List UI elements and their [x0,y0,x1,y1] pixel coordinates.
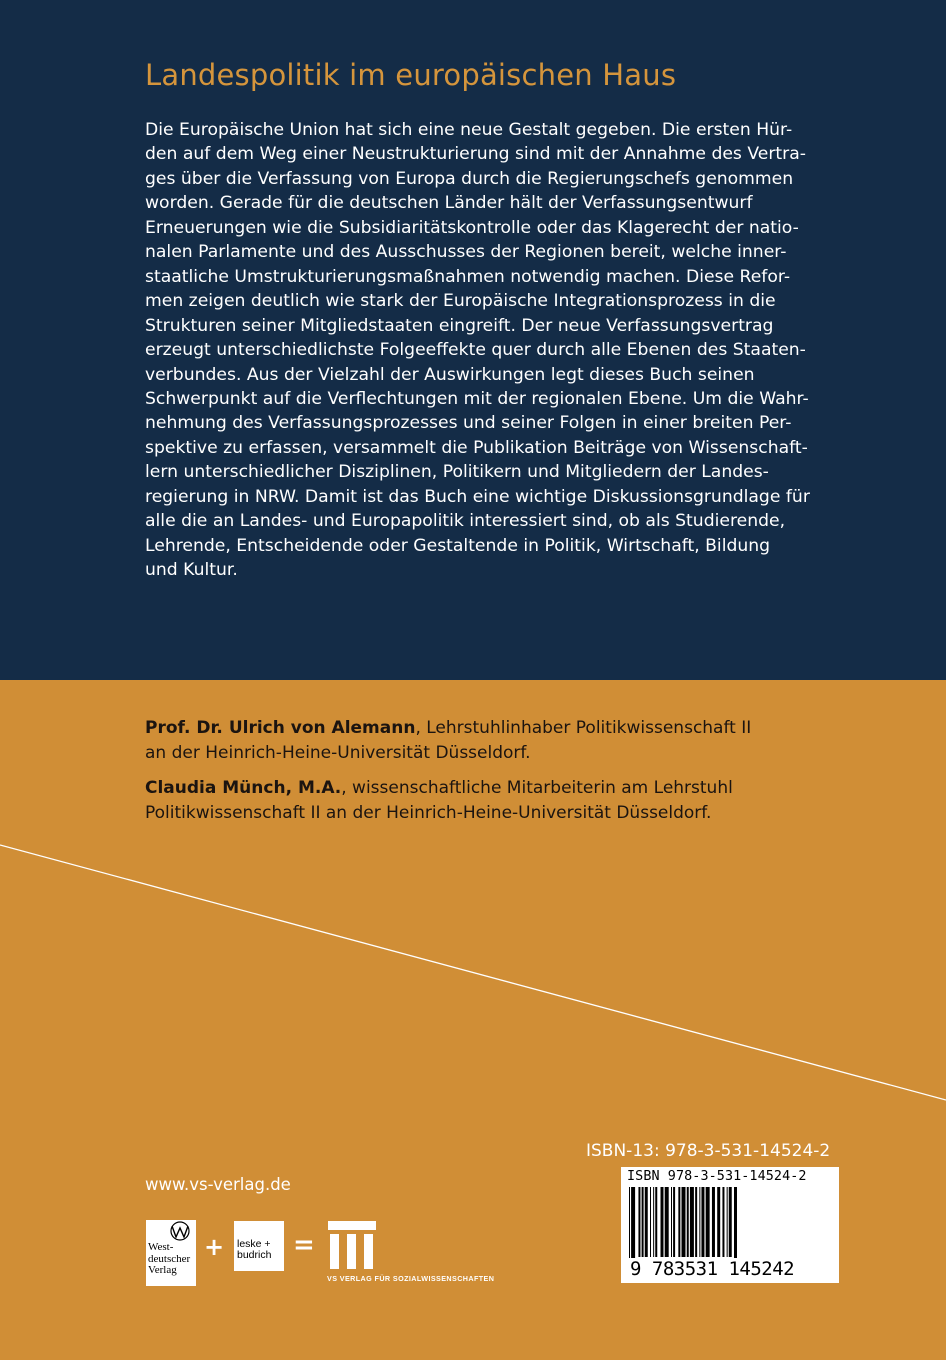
barcode-bar [701,1187,704,1257]
author-bio [145,716,865,766]
blurb-line: staatliche Umstrukturierungsmaßnahmen notwendig machen. Diese Refor- [145,266,791,287]
author-affiliation: Politikwissenschaft II an der Heinrich-Heine-Universität Düsseldorf. [145,803,712,823]
blurb-line: Erneuerungen wie die Subsidiaritätskontrolle oder das Klagerecht der natio- [145,217,799,238]
equals-sign: = [293,1230,315,1260]
author-name: Prof. Dr. Ulrich von Alemann [145,718,416,738]
wdv-text-line: Verlag [148,1264,177,1276]
barcode-number: 9 783531 145242 [630,1258,795,1280]
barcode-bar [650,1187,651,1257]
blurb-line: den auf dem Weg einer Neustrukturierung sind mit der Annahme des Vertra- [145,144,806,165]
barcode-bar [690,1187,694,1257]
blurb-line: men zeigen deutlich wie stark der Europäische Integrationsprozess in die [145,291,776,312]
barcode-bar [631,1187,635,1267]
blurb-line: nalen Parlamente und des Ausschusses der Regionen bereit, welche inner- [145,242,787,263]
barcode-bar [671,1187,672,1257]
leske-text-line: leske + [237,1238,271,1250]
wdv-text-line: deutscher [148,1252,191,1265]
barcode-bar [687,1187,689,1257]
author-name: Claudia Münch, M.A. [145,778,342,798]
barcode-bar [665,1187,669,1257]
barcode-bar [653,1187,654,1257]
blurb-line: verbundes. Aus der Vielzahl der Auswirkungen legt dieses Buch seinen [145,364,755,385]
barcode-bar [645,1187,648,1257]
book-title: Landespolitik im europäischen Haus [145,58,677,92]
blurb-line: regierung in NRW. Damit ist das Buch eine wichtige Diskussionsgrundlage für [145,486,810,507]
barcode-bar [661,1187,664,1257]
barcode-bar [673,1187,675,1257]
author-role: , Lehrstuhlinhaber Politikwissenschaft II [415,718,752,738]
barcode-bar [712,1187,715,1257]
author-affiliation: an der Heinrich-Heine-Universität Düsseldorf. [145,743,531,763]
westdeutscher-verlag-text [148,1242,196,1277]
leske-budrich-text [237,1239,271,1261]
barcode-bar [642,1187,644,1257]
blurb-line: Strukturen seiner Mitgliedstaaten eingreift. Der neue Verfassungsvertrag [145,315,774,336]
barcode-bar [695,1187,697,1257]
barcode-bar [729,1187,732,1257]
plus-sign: + [204,1233,225,1261]
blurb-line: Die Europäische Union hat sich eine neue Gestalt gegeben. Die ersten Hür- [145,120,793,140]
barcode-bar [699,1187,700,1257]
blurb-line: und Kultur. [145,560,238,581]
blurb-line: worden. Gerade für die deutschen Länder hält der Verfassungsentwurf [145,193,753,214]
barcode-bar [638,1187,640,1257]
barcode [621,1167,839,1283]
blurb-line: lern unterschiedlicher Disziplinen, Politikern und Mitgliedern der Landes- [145,462,769,483]
leske-budrich-logo [234,1221,284,1271]
westdeutscher-verlag-logo [146,1220,196,1286]
wdv-text-line: West- [148,1241,174,1253]
barcode-bar [706,1187,710,1257]
blurb-line: Lehrende, Entscheidende oder Gestaltende in Politik, Wirtschaft, Bildung [145,535,771,556]
barcode-bar [734,1187,737,1267]
barcode-bar [722,1187,724,1257]
barcode-bar [727,1187,728,1257]
vs-verlag-logo-icon [328,1221,378,1271]
author-role: , wissenschaftliche Mitarbeiterin am Lehrstuhl [341,778,733,798]
vs-verlag-caption: VS VERLAG FÜR SOZIALWISSENSCHAFTEN [327,1274,495,1283]
barcode-bar [682,1187,686,1257]
barcode-bar [717,1187,720,1257]
blurb-line: erzeugt unterschiedlichste Folgeeffekte quer durch alle Ebenen des Staaten- [145,340,806,361]
barcode-bar [678,1187,680,1257]
barcode-bar [629,1187,630,1267]
author-bios [145,716,865,836]
author-bio [145,776,865,826]
leske-text-line: budrich [237,1249,272,1261]
blurb-line: alle die an Landes- und Europapolitik interessiert sind, ob als Studierende, [145,511,786,532]
blurb-line: spektive zu erfassen, versammelt die Publikation Beiträge von Wissenschaft- [145,437,808,458]
blurb-line: ges über die Verfassung von Europa durch die Regierungschefs genommen [145,168,794,189]
blurb-line: nehmung des Verfassungsprozesses und seiner Folgen in einer breiten Per- [145,413,792,434]
isbn-label: ISBN-13: 978-3-531-14524-2 [586,1141,831,1161]
barcode-isbn-text: ISBN 978-3-531-14524-2 [627,1169,807,1184]
publisher-website: www.vs-verlag.de [145,1175,291,1194]
blurb-line: Schwerpunkt auf die Verflechtungen mit der regionalen Ebene. Um die Wahr- [145,388,809,409]
barcode-bar [655,1187,657,1257]
